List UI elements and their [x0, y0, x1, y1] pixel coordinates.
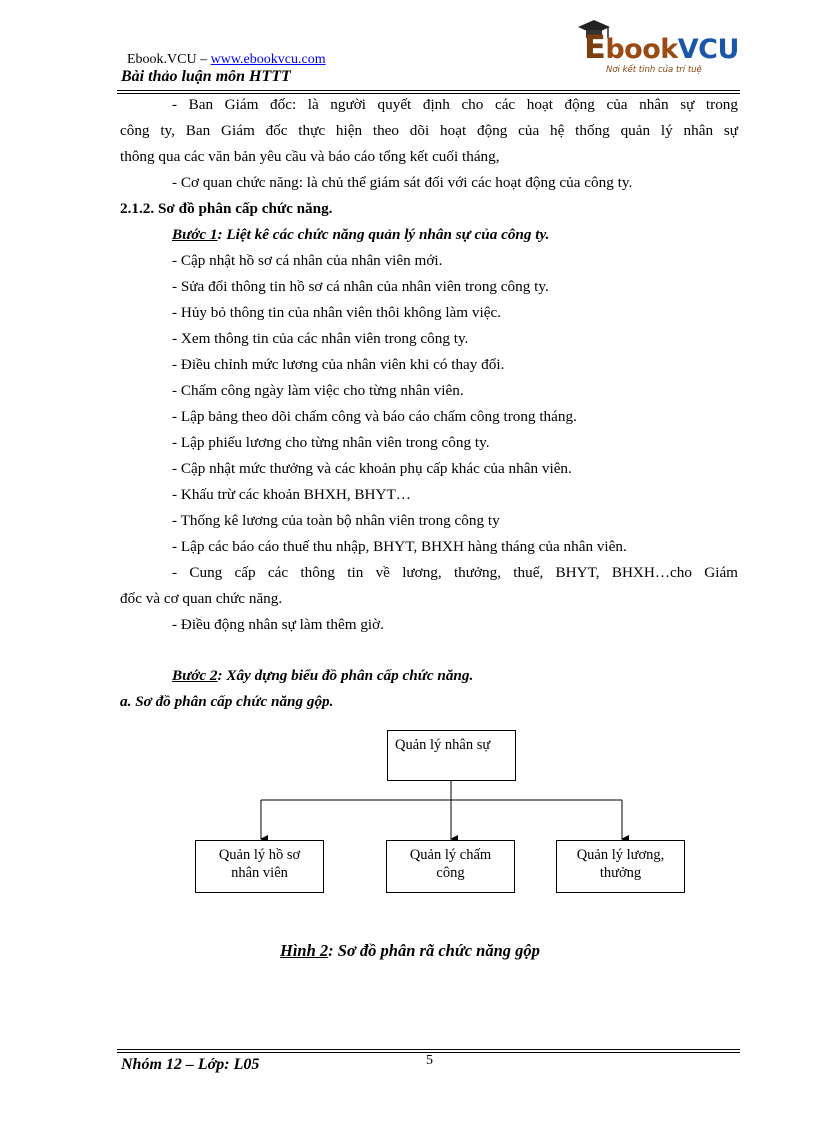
logo-wordmark: EbookVCU	[584, 28, 739, 66]
step2-text: : Xây dựng biểu đồ phân cấp chức năng.	[217, 667, 474, 684]
list-item: - Cung cấp các thông tin về lương, thưởng, thuế, BHYT, BHXH…cho Giám	[172, 564, 738, 581]
list-item: - Hủy bỏ thông tin của nhân viên thôi không làm việc.	[172, 304, 502, 321]
paragraph-line: - Cơ quan chức năng: là chủ thể giám sát đối với các hoạt động của công ty.	[172, 174, 633, 191]
list-item: - Điều động nhân sự làm thêm giờ.	[172, 616, 384, 633]
diagram-child-box-salary	[556, 840, 685, 893]
subsection-a: a. Sơ đồ phân cấp chức năng gộp.	[120, 693, 334, 710]
diagram-child-label: công	[436, 865, 465, 881]
caption-label: Hình 2	[280, 941, 329, 960]
step1-label: Bước 1	[172, 226, 218, 243]
list-item-continuation: đốc và cơ quan chức năng.	[120, 590, 283, 607]
diagram-child-label: Quản lý lương,	[576, 847, 665, 863]
diagram-root-box	[387, 730, 516, 781]
diagram-root-label: Quản lý nhân sự	[395, 737, 491, 753]
diagram-child-label: Quản lý chấm	[409, 847, 492, 863]
list-item: - Điều chỉnh mức lương của nhân viên khi có thay đổi.	[172, 356, 505, 373]
list-item: - Cập nhật hồ sơ cá nhân của nhân viên mới.	[172, 252, 443, 269]
diagram-child-label: nhân viên	[231, 865, 288, 881]
diagram-child-box-timekeeping	[386, 840, 515, 893]
diagram-child-label: thưởng	[599, 865, 642, 881]
paragraph-line: công ty, Ban Giám đốc thực hiện theo dõi hoạt động của hệ thống quản lý nhân sự	[120, 122, 738, 139]
paragraph-line: - Ban Giám đốc: là người quyết định cho các hoạt động của nhân sự trong	[172, 96, 738, 113]
header-site-prefix: Ebook.VCU –	[127, 52, 211, 67]
list-item: - Chấm công ngày làm việc cho từng nhân viên.	[172, 382, 464, 399]
footer-rule-thin	[117, 1049, 740, 1050]
header-site-link[interactable]: www.ebookvcu.com	[210, 52, 326, 67]
footer-group: Nhóm 12 – Lớp: L05	[121, 1056, 260, 1073]
list-item: - Lập các báo cáo thuế thu nhập, BHYT, BHXH hàng tháng của nhân viên.	[172, 538, 627, 555]
diagram-child-label: Quản lý hồ sơ	[218, 847, 301, 863]
list-item: - Lập phiếu lương cho từng nhân viên trong công ty.	[172, 434, 490, 451]
list-item: - Thống kê lương của toàn bộ nhân viên trong công ty	[172, 512, 500, 529]
figure-caption	[280, 941, 540, 961]
paragraph-line: thông qua các văn bản yêu cầu và báo cáo tổng kết cuối tháng,	[120, 148, 500, 165]
logo-tagline: Nơi kết tinh của trí tuệ	[606, 65, 702, 75]
list-item: - Khấu trừ các khoản BHXH, BHYT…	[172, 486, 411, 503]
caption-text: : Sơ đồ phân rã chức năng gộp	[328, 941, 540, 960]
list-item: - Lập bảng theo dõi chấm công và báo cáo chấm công trong tháng.	[172, 408, 577, 425]
list-item: - Cập nhật mức thưởng và các khoản phụ cấp khác của nhân viên.	[172, 460, 572, 477]
diagram-child-box-profile	[195, 840, 324, 893]
list-item: - Xem thông tin của các nhân viên trong công ty.	[172, 330, 469, 347]
step2-label: Bước 2	[172, 667, 218, 684]
step1-text: : Liệt kê các chức năng quản lý nhân sự của công ty.	[217, 226, 550, 243]
section-heading: 2.1.2. Sơ đồ phân cấp chức năng.	[120, 200, 333, 217]
header-title: Bài thảo luận môn HTTT	[121, 68, 291, 85]
page-number: 5	[426, 1053, 433, 1068]
list-item: - Sửa đổi thông tin hồ sơ cá nhân của nhân viên trong công ty.	[172, 278, 549, 295]
